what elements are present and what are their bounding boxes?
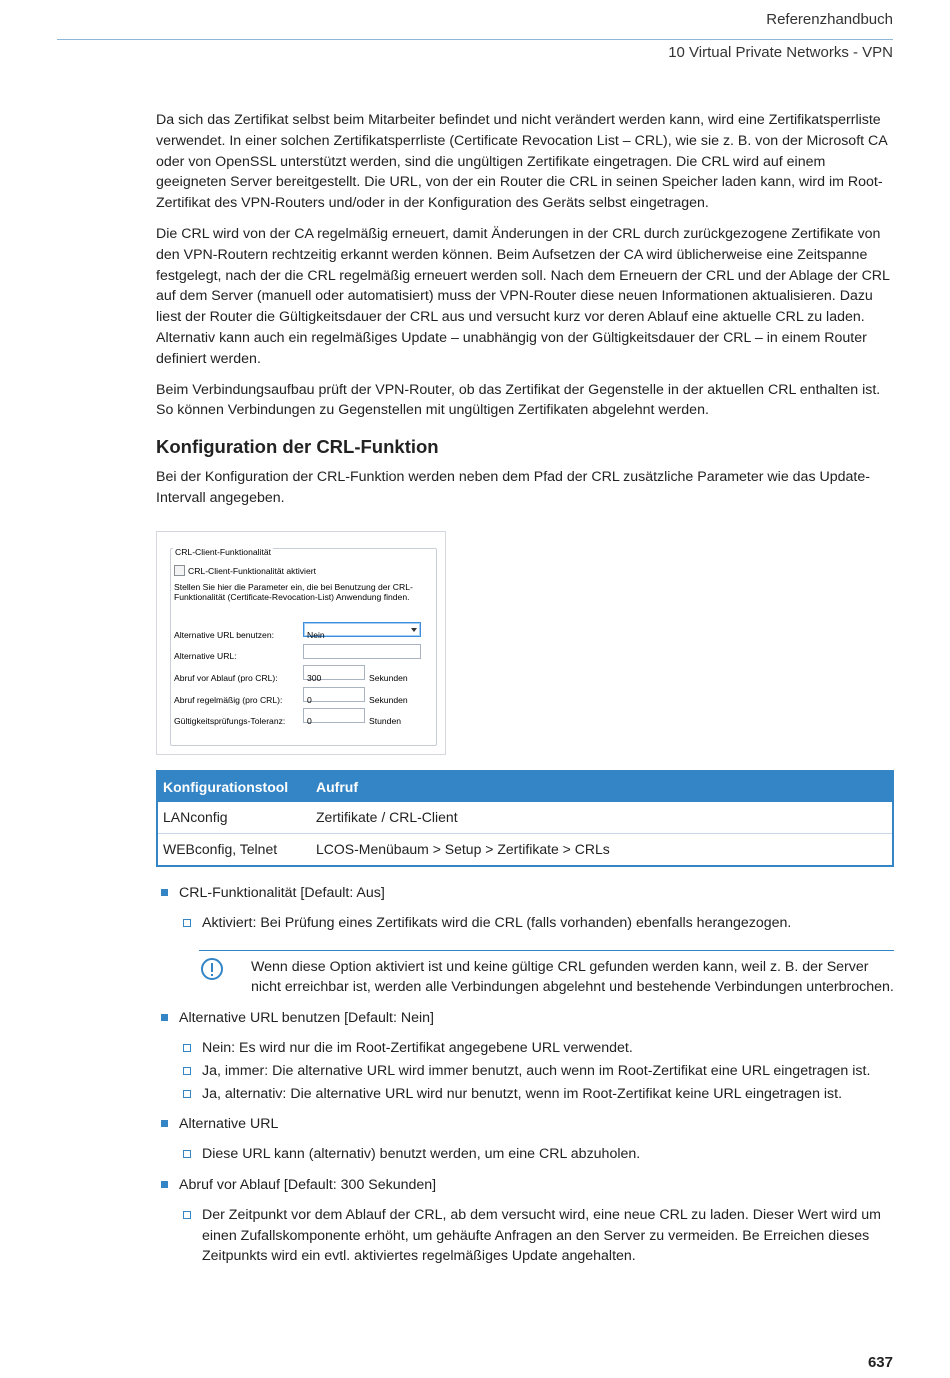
sub-list: [179, 1144, 894, 1165]
paragraph: Die CRL wird von der CA regelmäßig erneuert, damit Änderungen in der CRL durch zurückgezogene Zertifikate von den VPN-Routern rechtzeitig erkannt werden können. Beim Aufsetzen der CA wird üblicherweise eine Zeitspanne festgelegt, nach der die CRL regelmäßig erneuert werden soll. Nach dem Erneuern der CRL und der Ablage der CRL auf dem Server (manuell oder automatisiert) muss der VPN-Router diese neuen Informationen aktualisieren. Dazu liest der Router die Gültigkeitsdauer der CRL aus und versucht kurz vor deren Ablauf eine aktuelle CRL zu laden. Alternativ kann auch ein regelmäßiges Update – unabhängig von der Gültigkeitsdauer der CRL – in einem Router definiert werden.: [156, 225, 890, 367]
dialog-description: Stellen Sie hier die Parameter ein, die bei Benutzung der CRL-Funktionalität (Certificate-Revocation-List) Anwendung finden.: [174, 581, 413, 603]
list-item-text: Alternative URL: [179, 1116, 279, 1133]
crl-client-dialog-screenshot: [156, 531, 446, 755]
page-number: 637: [867, 1354, 893, 1371]
prefetch-input[interactable]: 300: [303, 665, 365, 680]
sub-list-item: Ja, immer: Die alternative URL wird immer benutzt, auch wenn im Root-Zertifikat eine URL eingetragen ist.: [179, 1061, 894, 1082]
sub-list-item: Der Zeitpunkt vor dem Ablauf der CRL, ab dem versucht wird, eine neue CRL zu laden. Dieser Wert wird um einen Zufallskomponente erhöht, um gehäufte Anfragen an den Server zu vermeiden. Be Erreichen dieses Zeitpunkts wird ein evtl. aktiviertes regelmäßiges Update angehalten.: [179, 1205, 894, 1267]
list-item: [156, 883, 894, 998]
tolerance-input[interactable]: 0: [303, 708, 365, 723]
crl-enable-checkbox[interactable]: [174, 565, 185, 576]
parameter-list: [156, 883, 894, 1267]
periodic-label: Abruf regelmäßig (pro CRL):: [174, 694, 283, 705]
periodic-unit: Sekunden: [369, 694, 408, 705]
chevron-down-icon: [411, 628, 417, 632]
sub-list-item: Nein: Es wird nur die im Root-Zertifikat angegebene URL verwendet.: [179, 1038, 894, 1059]
sub-list-item: Ja, alternativ: Die alternative URL wird nur benutzt, wenn im Root-Zertifikat keine URL eingetragen ist.: [179, 1084, 894, 1105]
alt-url-label: Alternative URL:: [174, 650, 237, 661]
list-item: [156, 1114, 894, 1165]
list-item: [156, 1175, 894, 1267]
list-item: [156, 1008, 894, 1104]
paragraph: Da sich das Zertifikat selbst beim Mitarbeiter befindet und nicht verändert werden kann, wird eine Zertifikatsperrliste verwendet. In einer solchen Zertifikatsperrliste (Certificate Revocation List – CRL), wie sie z. B. von der Microsoft CA oder von OpenSSL unterstützt werden, sind die ungültigen Zertifikate eingetragen. Die CRL wird auf einem geeigneten Server bereitgestellt. Die URL, von der ein Router die CRL in seinen Speicher laden kann, wird im Root-Zertifikat des VPN-Routers und/oder in der Konfiguration des Geräts selbst eingetragen.: [156, 112, 887, 212]
page-body: [156, 110, 894, 1277]
running-header-chapter: 10 Virtual Private Networks - VPN: [668, 44, 893, 61]
sub-list-item: Diese URL kann (alternativ) benutzt werden, um eine CRL abzuholen.: [179, 1144, 894, 1165]
sub-list: [179, 913, 894, 934]
table-header: Aufruf: [311, 771, 893, 803]
alt-url-input[interactable]: [303, 644, 421, 659]
table-cell: LANconfig: [157, 802, 311, 833]
sub-list: [179, 1205, 894, 1267]
list-item-text: Alternative URL benutzen [Default: Nein]: [179, 1010, 434, 1027]
crl-enable-row[interactable]: [174, 561, 316, 582]
section-intro: Bei der Konfiguration der CRL-Funktion werden neben dem Pfad der CRL zusätzliche Parameter wie das Update-Intervall angegeben.: [156, 468, 870, 506]
alt-url-use-label: Alternative URL benutzen:: [174, 629, 274, 640]
alt-url-use-select[interactable]: [303, 622, 421, 640]
crl-enable-label: CRL-Client-Funktionalität aktiviert: [188, 565, 316, 576]
table-cell: WEBconfig, Telnet: [163, 841, 278, 858]
prefetch-unit: Sekunden: [369, 672, 408, 683]
tolerance-label: Gültigkeitsprüfungs-Toleranz:: [174, 715, 286, 726]
paragraph: Beim Verbindungsaufbau prüft der VPN-Router, ob das Zertifikat der Gegenstelle in der aktuellen CRL enthalten ist. So können Verbindungen zu Gegenstellen mit ungültigen Zertifikaten abgelehnt werden.: [156, 381, 881, 419]
note-text: Wenn diese Option aktiviert ist und keine gültige CRL gefunden werden kann, weil z. B. der Server nicht erreichbar ist, werden alle Verbindungen abgelehnt und bestehende Verbindungen unterbrochen.: [251, 958, 894, 996]
list-item-text: CRL-Funktionalität [Default: Aus]: [179, 884, 385, 901]
header-divider: [57, 39, 893, 40]
table-row: [157, 802, 893, 833]
section-heading: Konfiguration der CRL-Funktion: [156, 436, 439, 458]
config-tool-table: [156, 770, 894, 867]
info-exclamation-icon: [201, 958, 223, 980]
sub-list-item: Aktiviert: Bei Prüfung eines Zertifikats wird die CRL (falls vorhanden) ebenfalls herangezogen.: [179, 913, 894, 934]
running-header-title: Referenzhandbuch: [766, 11, 893, 28]
periodic-input[interactable]: 0: [303, 687, 365, 702]
sub-list: [179, 1038, 894, 1104]
table-cell: Zertifikate / CRL-Client: [311, 802, 893, 833]
table-header: Konfigurationstool: [157, 771, 311, 803]
prefetch-label: Abruf vor Ablauf (pro CRL):: [174, 672, 278, 683]
group-title: CRL-Client-Funktionalität: [173, 542, 273, 563]
table-header-row: [157, 771, 893, 803]
tolerance-unit: Stunden: [369, 715, 402, 726]
table-cell: LCOS-Menübaum > Setup > Zertifikate > CRLs: [316, 841, 610, 858]
alt-url-use-value: Nein: [307, 629, 325, 640]
note-box: [199, 950, 894, 999]
list-item-text: Abruf vor Ablauf [Default: 300 Sekunden]: [179, 1176, 437, 1193]
table-row: [157, 834, 893, 866]
